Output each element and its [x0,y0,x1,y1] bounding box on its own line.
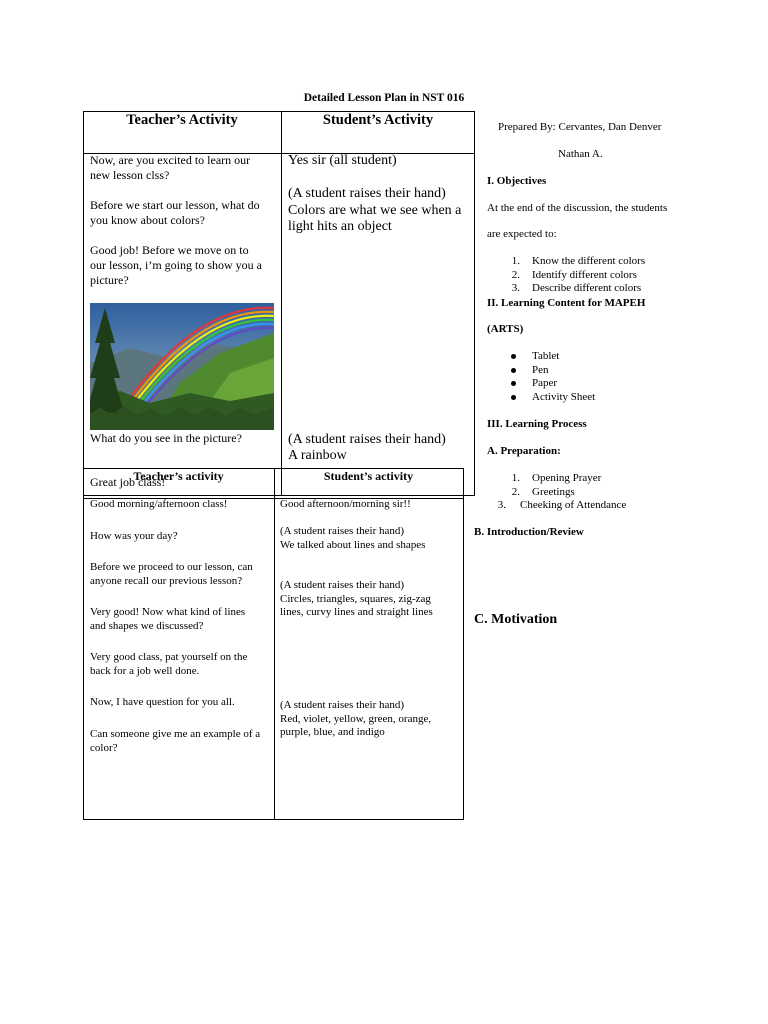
teacher-line: color? [90,742,118,754]
student-line: Circles, triangles, squares, zig-zag [280,593,431,605]
student-activity-header: Student’s Activity [322,112,434,128]
bullet-icon [511,354,516,359]
student-activity-header: Student’s activity [323,469,414,483]
intro-review-heading: B. Introduction/Review [474,526,584,538]
list-item: 1. Know the different colors [511,255,646,267]
teacher-line: Good morning/afternoon class! [90,498,228,510]
student-line: lines, curvy lines and straight lines [280,606,433,618]
student-line: (A student raises their hand) [288,186,446,201]
teacher-line: our lesson, i’m going to show you a [90,258,262,272]
student-line: (A student raises their hand) [280,699,405,711]
materials-list [508,350,658,404]
teacher-line: and shapes we discussed? [90,620,204,632]
preparation-heading: A. Preparation: [487,445,561,457]
teacher-line: anyone recall our previous lesson? [90,575,243,587]
table-divider [281,112,282,495]
student-line: Good afternoon/morning sir!! [280,498,411,510]
teacher-line: picture? [90,273,129,287]
list-item: 1. Opening Prayer [511,472,602,484]
list-item: Pen [508,364,658,378]
teacher-line: new lesson clss? [90,168,170,182]
list-item: 2. Greetings [511,485,575,498]
list-item: Tablet [508,350,658,364]
teacher-line: you know about colors? [90,213,205,227]
learning-content-heading: II. Learning Content for MAPEH [487,297,646,309]
teacher-line: Before we proceed to our lesson, can [90,561,253,573]
list-item: 3. Describe different colors [511,282,642,294]
bullet-icon [511,381,516,386]
teacher-line: Now, are you excited to learn our [90,153,251,167]
objectives-intro: are expected to: [487,228,557,240]
teacher-activity-header: Teacher’s activity [133,469,224,483]
document-title: Detailed Lesson Plan in NST 016 [303,92,465,104]
prepared-by-line-2: Nathan A. [558,148,603,160]
teacher-line: Good job! Before we move on to [90,243,249,257]
objectives-list [500,255,680,296]
teacher-line: back for a job well done. [90,665,200,677]
learning-process-heading: III. Learning Process [487,418,587,430]
list-item: Activity Sheet [508,391,658,405]
teacher-activity-header: Teacher’s Activity [126,112,238,128]
student-line: (A student raises their hand) [288,432,446,447]
lesson-table-2 [83,468,464,820]
student-line: Red, violet, yellow, green, orange, [280,713,432,725]
rainbow-photo [90,303,274,430]
student-line: We talked about lines and shapes [280,539,426,551]
teacher-line: Now, I have question for you all. [90,696,235,708]
teacher-line: Can someone give me an example of a [90,728,261,740]
student-line: Yes sir (all student) [288,153,397,168]
teacher-line: Before we start our lesson, what do [90,198,260,212]
prepared-by: Prepared By: Cervantes, Dan Denver [498,121,662,133]
preparation-list [487,472,667,513]
teacher-line: Great job class! [90,475,166,489]
list-item: Paper [508,377,658,391]
bullet-icon [511,368,516,373]
student-line: light hits an object [288,219,392,234]
list-item: 3. Cheeking of Attendance [497,499,627,511]
student-line: purple, blue, and indigo [280,726,385,738]
student-line: Colors are what we see when a [288,203,462,218]
arts-heading: (ARTS) [487,323,524,335]
teacher-line: What do you see in the picture? [90,431,242,445]
student-line: A rainbow [288,448,347,463]
table-divider [274,469,275,819]
motivation-heading: C. Motivation [474,612,558,627]
student-line: (A student raises their hand) [280,579,405,591]
objectives-intro: At the end of the discussion, the students [487,202,668,214]
student-line: (A student raises their hand) [280,525,405,537]
bullet-icon [511,395,516,400]
list-item: 2. Identify different colors [511,268,637,281]
teacher-line: How was your day? [90,530,178,542]
teacher-line: Very good! Now what kind of lines [90,606,246,618]
objectives-heading: I. Objectives [487,175,547,187]
teacher-line: Very good class, pat yourself on the [90,651,248,663]
